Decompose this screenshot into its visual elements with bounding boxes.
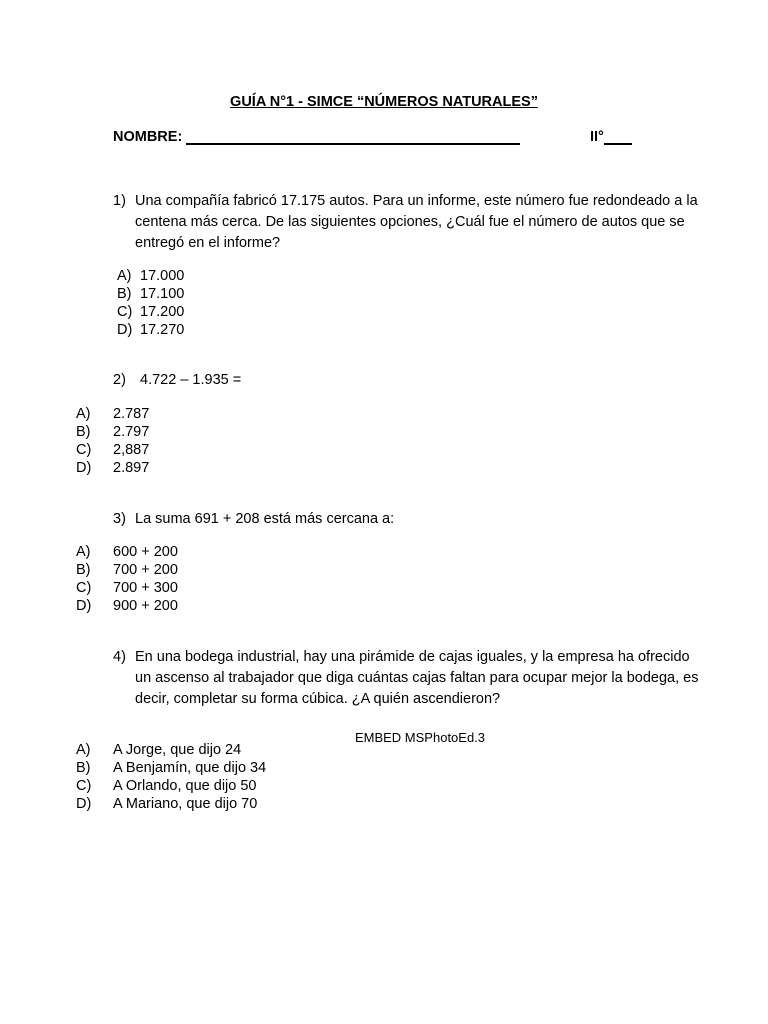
option-d[interactable] — [117, 321, 184, 339]
question-4 — [113, 647, 705, 710]
option-d[interactable] — [76, 597, 178, 615]
option-letter: C) — [76, 778, 92, 794]
option-letter: C) — [76, 580, 92, 596]
option-letter: A) — [76, 406, 91, 422]
option-b[interactable] — [76, 423, 149, 441]
course-row — [590, 127, 632, 145]
question-number: 4) — [113, 649, 126, 665]
option-letter: B) — [76, 562, 91, 578]
question-text: En una bodega industrial, hay una pirámide de cajas iguales, y la empresa ha ofrecido un ascenso al trabajador que diga cuántas cajas faltan para ocupar mejor la bodega, es decir, completar su forma cúbica. ¿A quién ascendieron? — [135, 649, 699, 707]
options-1 — [117, 267, 184, 339]
option-text: 17.000 — [140, 268, 185, 284]
option-letter: D) — [117, 322, 133, 338]
question-1 — [113, 191, 705, 254]
option-text: 17.200 — [140, 304, 185, 320]
option-d[interactable] — [76, 459, 149, 477]
question-text: Una compañía fabricó 17.175 autos. Para un informe, este número fue redondeado a la centena más cerca. De las siguientes opciones, ¿Cuál fue el número de autos que se entregó en el informe? — [135, 193, 698, 251]
option-letter: A) — [117, 268, 132, 284]
option-a[interactable] — [76, 543, 178, 561]
options-3 — [76, 543, 178, 615]
option-letter: A) — [76, 742, 91, 758]
option-c[interactable] — [76, 441, 149, 459]
option-letter: C) — [117, 304, 133, 320]
option-c[interactable] — [76, 777, 266, 795]
option-text: 600 + 200 — [113, 544, 178, 560]
option-text: A Orlando, que dijo 50 — [113, 778, 257, 794]
question-number: 2) — [113, 372, 126, 388]
option-letter: B) — [117, 286, 132, 302]
question-number: 3) — [113, 511, 126, 527]
option-letter: D) — [76, 598, 92, 614]
question-2 — [113, 370, 710, 391]
option-text: A Mariano, que dijo 70 — [113, 796, 258, 812]
option-text: 17.100 — [140, 286, 185, 302]
name-field[interactable] — [186, 127, 520, 145]
option-text: 2.787 — [113, 406, 150, 422]
course-field[interactable] — [604, 127, 632, 145]
name-row — [113, 127, 520, 145]
option-text: 17.270 — [140, 322, 185, 338]
options-4 — [76, 741, 266, 813]
option-a[interactable] — [76, 741, 266, 759]
options-2 — [76, 405, 149, 477]
option-b[interactable] — [76, 561, 178, 579]
page-title: GUÍA N°1 - SIMCE “NÚMEROS NATURALES” — [230, 94, 538, 110]
question-text: 4.722 – 1.935 = — [140, 372, 242, 388]
option-c[interactable] — [117, 303, 184, 321]
option-text: 2,887 — [113, 442, 150, 458]
option-letter: B) — [76, 760, 91, 776]
name-label: NOMBRE: — [113, 129, 183, 145]
option-text: 2.797 — [113, 424, 150, 440]
question-3 — [113, 509, 705, 530]
option-text: 700 + 200 — [113, 562, 178, 578]
option-text: A Jorge, que dijo 24 — [113, 742, 242, 758]
option-letter: D) — [76, 460, 92, 476]
course-label: II° — [590, 129, 604, 145]
option-c[interactable] — [76, 579, 178, 597]
embedded-object-placeholder: EMBED MSPhotoEd.3 — [354, 730, 486, 745]
option-b[interactable] — [76, 759, 266, 777]
option-a[interactable] — [117, 267, 184, 285]
option-letter: D) — [76, 796, 92, 812]
question-text: La suma 691 + 208 está más cercana a: — [135, 511, 395, 527]
option-a[interactable] — [76, 405, 149, 423]
option-letter: B) — [76, 424, 91, 440]
option-letter: A) — [76, 544, 91, 560]
question-number: 1) — [113, 193, 126, 209]
option-d[interactable] — [76, 795, 266, 813]
option-letter: C) — [76, 442, 92, 458]
option-text: 2.897 — [113, 460, 150, 476]
option-text: 900 + 200 — [113, 598, 178, 614]
option-text: A Benjamín, que dijo 34 — [113, 760, 267, 776]
option-b[interactable] — [117, 285, 184, 303]
option-text: 700 + 300 — [113, 580, 178, 596]
